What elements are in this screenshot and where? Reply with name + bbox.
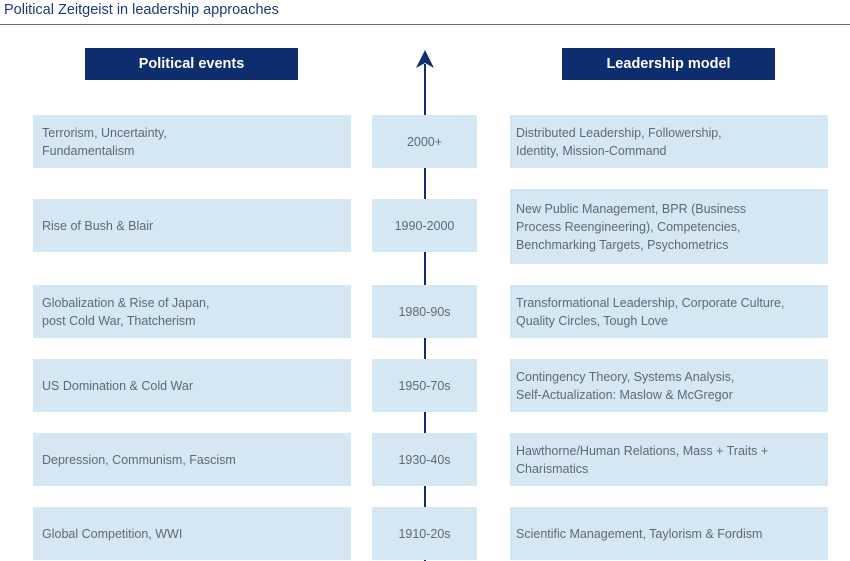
political-event-box: [33, 285, 351, 338]
political-event-box: [33, 115, 351, 168]
period-label: 1980-90s: [398, 304, 451, 319]
political-event-text: Global Competition, WWI: [42, 526, 183, 541]
political-event-text: Terrorism, Uncertainty, Fundamentalism: [42, 125, 167, 158]
period-label: 1910-20s: [398, 526, 451, 541]
period-box: [372, 285, 477, 338]
political-event-box: [33, 433, 351, 486]
political-event-box: [33, 507, 351, 560]
period-box: [372, 115, 477, 168]
leadership-model-text: Transformational Leadership, Corporate Culture, Quality Circles, Tough Love: [516, 295, 785, 328]
political-event-text: Globalization & Rise of Japan, post Cold War, Thatcherism: [42, 295, 210, 328]
leadership-model-text: New Public Management, BPR (Business Process Reengineering), Competencies, Benchmarking Targets, Psychometrics: [516, 201, 746, 252]
political-event-text: Rise of Bush & Blair: [42, 218, 154, 233]
title-divider: [0, 24, 850, 25]
timeline-arrow-up-icon: [416, 50, 434, 68]
political-event-text: Depression, Communism, Fascism: [42, 452, 236, 467]
political-event-box: [33, 199, 351, 252]
leadership-model-box: [510, 433, 828, 486]
leadership-model-box: [510, 359, 828, 412]
political-event-box: [33, 359, 351, 412]
political-event-text: US Domination & Cold War: [42, 378, 193, 393]
diagram-title: Political Zeitgeist in leadership approaches: [4, 2, 279, 18]
period-box: [372, 507, 477, 560]
leadership-model-box: [510, 189, 828, 264]
leadership-model-header: [562, 48, 775, 80]
leadership-model-box: [510, 115, 828, 168]
political-events-header-label: Political events: [138, 56, 245, 72]
period-box: [372, 199, 477, 252]
leadership-model-text: Hawthorne/Human Relations, Mass + Traits + Charismatics: [516, 443, 769, 476]
political-events-header: [85, 48, 298, 80]
leadership-model-box: [510, 507, 828, 560]
leadership-model-header-label: Leadership model: [606, 56, 731, 72]
leadership-model-text: Distributed Leadership, Followership, Identity, Mission-Command: [516, 125, 722, 158]
period-label: 2000+: [406, 134, 443, 149]
period-label: 1930-40s: [398, 452, 451, 467]
period-box: [372, 359, 477, 412]
period-label: 1990-2000: [394, 218, 455, 233]
period-box: [372, 433, 477, 486]
leadership-model-box: [510, 285, 828, 338]
period-label: 1950-70s: [398, 378, 451, 393]
leadership-model-text: Scientific Management, Taylorism & Fordism: [516, 526, 763, 541]
leadership-model-text: Contingency Theory, Systems Analysis, Self-Actualization: Maslow & McGregor: [516, 369, 735, 402]
